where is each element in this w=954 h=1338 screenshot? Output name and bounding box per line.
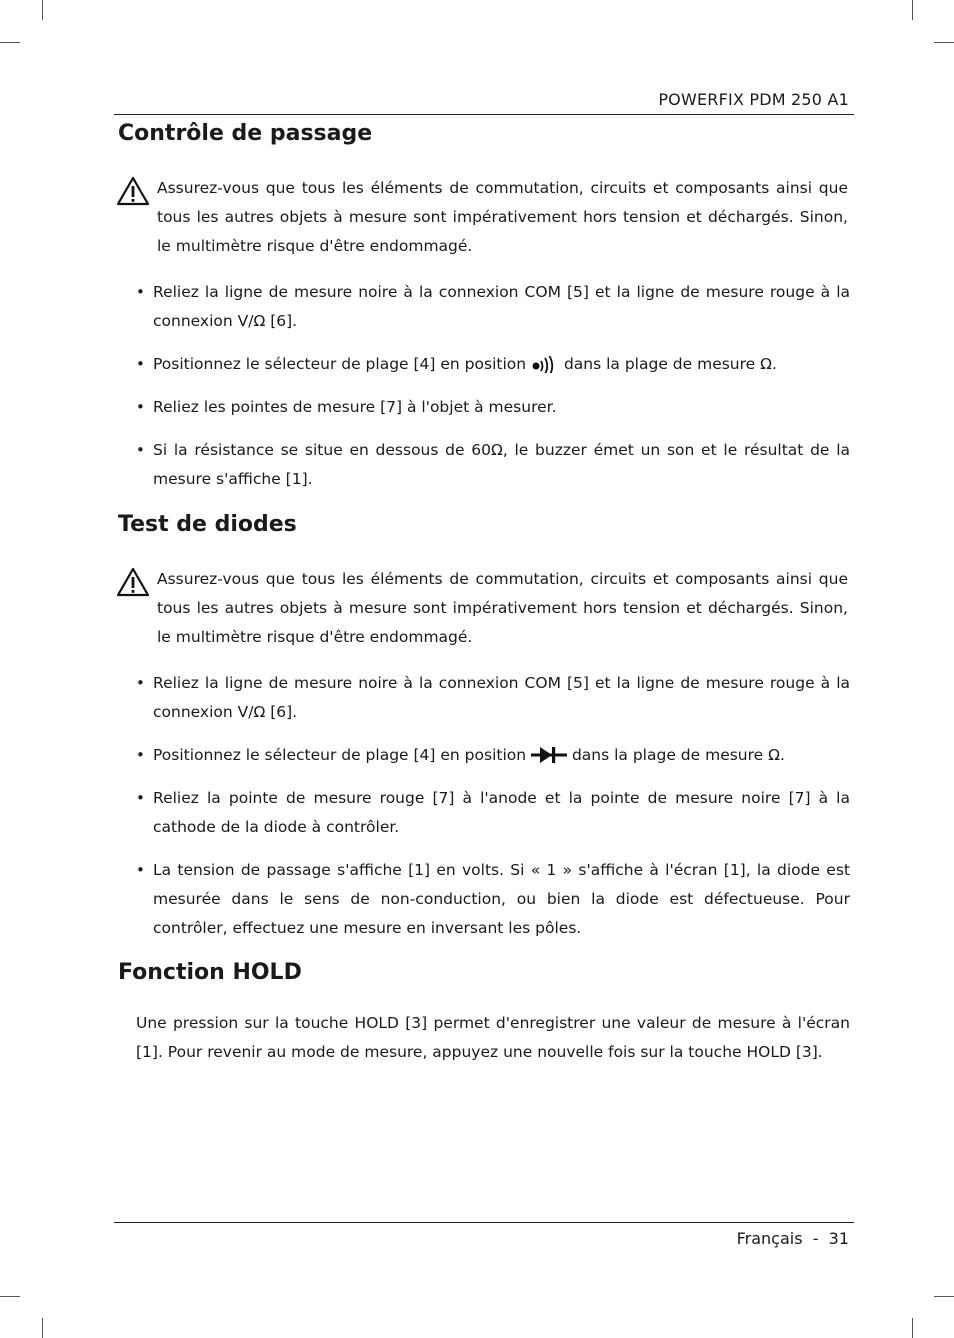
buzzer-icon: [531, 355, 559, 373]
warning-text: Assurez-vous que tous les éléments de commutation, circuits et composants ainsi que tous les autres objets à mesure sont impérativement hors tension et déchargés. Sinon, le multimètre risque d'être endommagé.: [157, 570, 848, 646]
list-item-text: La tension de passage s'affiche [1] en volts. Si « 1 » s'affiche à l'écran [1], la diode est mesurée dans le sens de non-conduction, ou bien la diode est défectueuse. Pour contrôler, effectuez une mesure en inversant les pôles.: [153, 861, 850, 937]
crop-mark: [912, 1318, 913, 1338]
list-item: [136, 278, 850, 336]
bullet-icon: •: [136, 441, 145, 459]
list-item-text-before: Positionnez le sélecteur de plage [4] en position: [153, 746, 527, 764]
crop-mark: [0, 42, 20, 43]
list-item-text: Reliez la ligne de mesure noire à la connexion COM [5] et la ligne de mesure rouge à la connexion V/Ω [6].: [153, 283, 850, 330]
list-item-text-after: dans la plage de mesure Ω.: [563, 355, 777, 373]
bullet-icon: •: [136, 398, 145, 416]
list-item-text: [153, 741, 850, 770]
crop-mark: [42, 0, 43, 20]
warning-triangle-icon: [116, 176, 150, 206]
bullet-icon: •: [136, 746, 145, 764]
list-item: [136, 393, 850, 422]
crop-mark: [0, 1296, 20, 1297]
crop-mark: [42, 1318, 43, 1338]
section-heading-hold: Fonction HOLD: [118, 960, 302, 985]
footer-rule: [114, 1222, 854, 1223]
list-item: [136, 741, 850, 770]
warning-notice: [116, 174, 848, 261]
list-item: [136, 784, 850, 842]
page-footer: Français - 31: [736, 1229, 849, 1248]
bullet-icon: •: [136, 283, 145, 301]
section-heading-continuity: Contrôle de passage: [118, 121, 373, 146]
list-item-text-before: Positionnez le sélecteur de plage [4] en position: [153, 355, 527, 373]
document-header-title: POWERFIX PDM 250 A1: [658, 90, 849, 109]
bullet-icon: •: [136, 355, 145, 373]
list-item-text: Reliez les pointes de mesure [7] à l'objet à mesurer.: [153, 398, 557, 416]
list-item: [136, 856, 850, 943]
crop-mark: [934, 42, 954, 43]
list-item-text: [153, 350, 850, 379]
list-item-text: Reliez la ligne de mesure noire à la connexion COM [5] et la ligne de mesure rouge à la connexion V/Ω [6].: [153, 674, 850, 721]
diode-icon: [531, 746, 567, 764]
bullet-icon: •: [136, 861, 145, 879]
list-item-text: Reliez la pointe de mesure rouge [7] à l'anode et la pointe de mesure noire [7] à la cathode de la diode à contrôler.: [153, 789, 850, 836]
list-item-text-after: dans la plage de mesure Ω.: [571, 746, 785, 764]
crop-mark: [934, 1296, 954, 1297]
warning-triangle-icon: [116, 567, 150, 597]
warning-notice: [116, 565, 848, 652]
section-heading-diodes: Test de diodes: [118, 512, 297, 537]
list-item: [136, 436, 850, 494]
bullet-icon: •: [136, 674, 145, 692]
list-item-text: Si la résistance se situe en dessous de 60Ω, le buzzer émet un son et le résultat de la mesure s'affiche [1].: [153, 441, 850, 488]
body-paragraph: Une pression sur la touche HOLD [3] permet d'enregistrer une valeur de mesure à l'écran [1]. Pour revenir au mode de mesure, appuyez une nouvelle fois sur la touche HOLD [3].: [136, 1014, 850, 1061]
crop-mark: [912, 0, 913, 20]
list-item: [136, 669, 850, 727]
list-item: [136, 350, 850, 379]
warning-text: Assurez-vous que tous les éléments de commutation, circuits et composants ainsi que tous les autres objets à mesure sont impérativement hors tension et déchargés. Sinon, le multimètre risque d'être endommagé.: [157, 179, 848, 255]
header-rule: [114, 114, 854, 115]
bullet-icon: •: [136, 789, 145, 807]
